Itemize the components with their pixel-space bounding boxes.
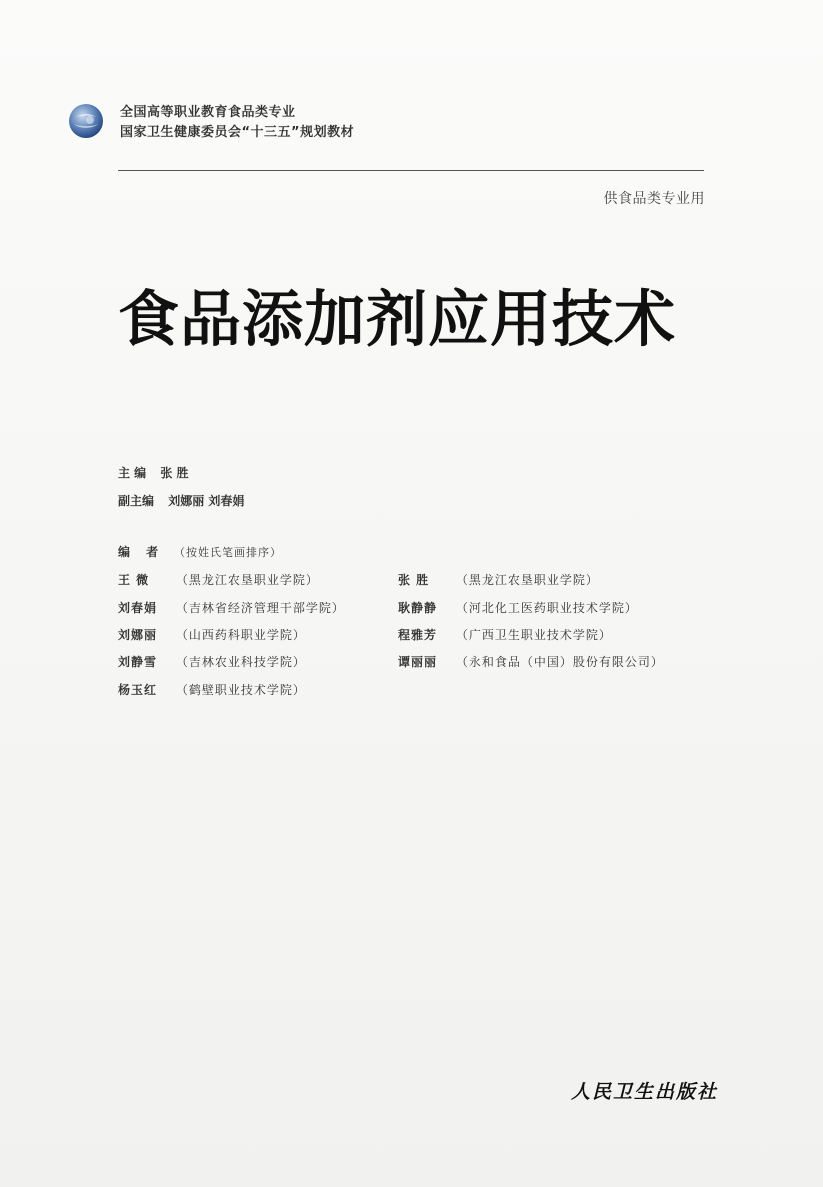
author-name: 刘春娟 (118, 601, 158, 615)
chief-editor-line (118, 464, 189, 481)
series-line-1: 全国高等职业教育食品类专业 (120, 105, 296, 120)
editors-order-note: （按姓氏笔画排序） (174, 546, 283, 559)
author-name: 杨玉红 (118, 683, 158, 697)
usage-note: 供食品类专业用 (603, 191, 705, 207)
header-divider (118, 170, 704, 171)
series-header (120, 103, 354, 143)
author-affiliation: （吉林省经济管理干部学院） (175, 601, 345, 615)
deputy-editor-names: 刘娜丽 刘春娟 (168, 494, 245, 508)
author-affiliation: （河北化工医药职业技术学院） (455, 601, 638, 615)
author-affiliation: （黑龙江农垦职业学院） (455, 573, 599, 587)
chief-editor-names: 张 胜 (160, 466, 189, 480)
chief-editor-role: 主 编 (118, 466, 147, 480)
author-entry (398, 626, 612, 643)
editors-role: 编 者 (118, 545, 165, 559)
author-name: 王 微 (118, 573, 150, 587)
author-affiliation: （山西药科职业学院） (175, 628, 306, 642)
author-affiliation: （黑龙江农垦职业学院） (175, 573, 319, 587)
publisher-name: 人民卫生出版社 (571, 1081, 719, 1103)
author-name: 耿静静 (398, 601, 438, 615)
globe-logo-icon (68, 103, 104, 139)
series-line-2: 国家卫生健康委员会“十三五”规划教材 (120, 125, 355, 140)
author-entry (118, 571, 319, 588)
author-entry (398, 571, 599, 588)
author-entry (118, 681, 306, 698)
author-affiliation: （吉林农业科技学院） (175, 655, 306, 669)
author-name: 程雅芳 (398, 628, 438, 642)
author-entry (118, 653, 306, 670)
author-affiliation: （鹤壁职业技术学院） (175, 683, 306, 697)
author-name: 刘娜丽 (118, 628, 158, 642)
deputy-editor-line (118, 492, 244, 509)
author-entry (118, 626, 306, 643)
author-name: 谭丽丽 (398, 655, 438, 669)
book-title: 食品添加剂应用技术 (118, 284, 677, 355)
author-entry (118, 599, 345, 616)
author-entry (398, 599, 638, 616)
author-affiliation: （永和食品（中国）股份有限公司） (455, 655, 664, 669)
author-name: 张 胜 (398, 573, 430, 587)
author-affiliation: （广西卫生职业技术学院） (455, 628, 612, 642)
author-name: 刘静雪 (118, 655, 158, 669)
deputy-editor-role: 副主编 (118, 494, 155, 508)
editors-heading (118, 543, 282, 560)
author-entry (398, 653, 664, 670)
